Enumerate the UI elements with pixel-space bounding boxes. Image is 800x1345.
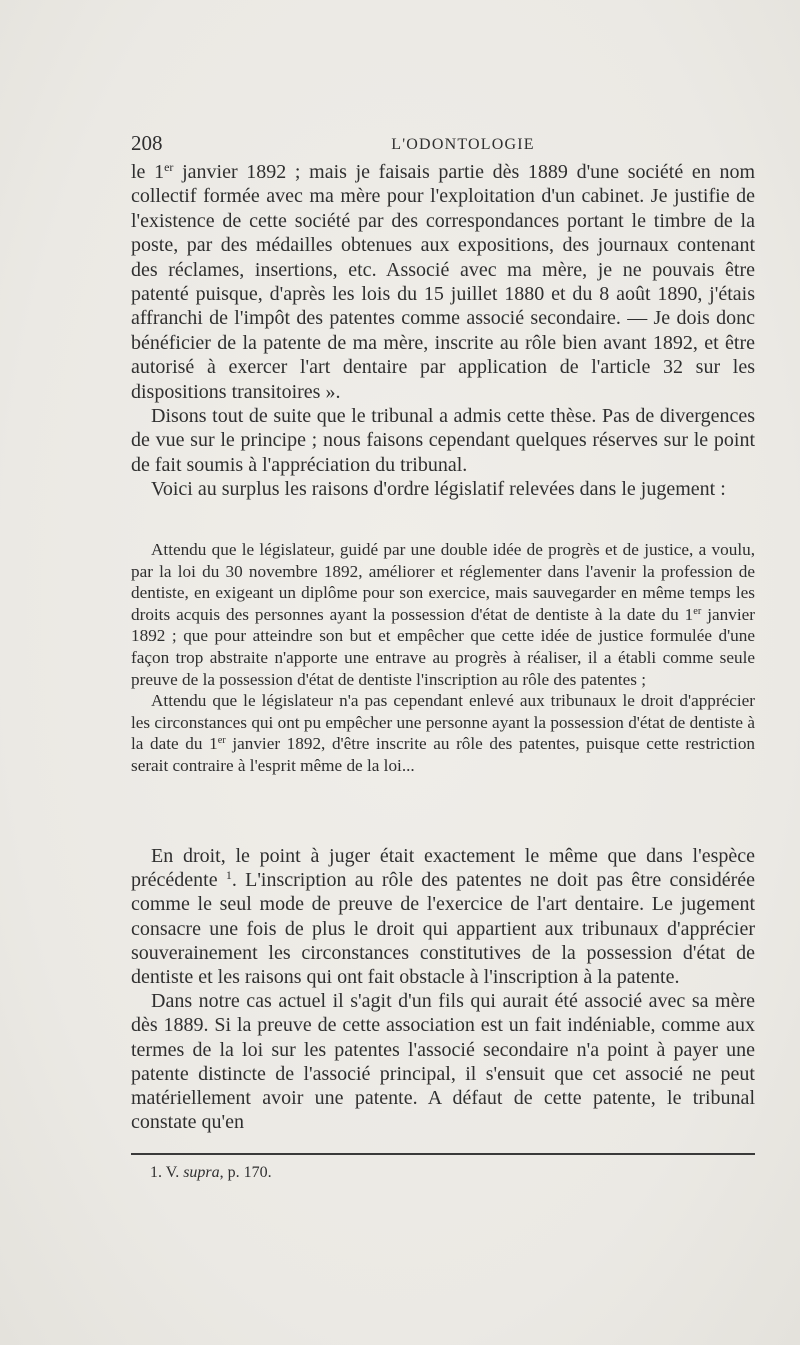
page-number: 208 bbox=[131, 131, 163, 155]
footnote-reference[interactable]: 1 bbox=[225, 868, 232, 883]
quote-paragraph-1 bbox=[131, 539, 755, 690]
text-run: janvier 1892 ; mais je faisais partie dès 1889 d'une société en nom collectif formée avec ma mère pour l'exploitation d'un cabinet. Je justifie de l'existence de cette société par des correspondances portant le timbre de la poste, par des médailles obtenues aux expositions, des journaux contenant des réclames, insertions, etc. Associé avec ma mère, je ne pouvais être patenté puisque, d'après les lois du 15 juillet 1880 et du 8 août 1890, j'étais affranchi de l'impôt des patentes comme associé secondaire. — Je dois donc bénéficier de la patente de ma mère, inscrite au rôle bien avant 1892, et être autorisé à exercer l'art dentaire par application de l'article 32 sur les dispositions transitoires ». bbox=[131, 161, 755, 403]
paragraph-quote-end bbox=[131, 160, 755, 404]
footnote-divider bbox=[131, 1153, 755, 1155]
footnote-text: 1. V. bbox=[150, 1164, 184, 1181]
judgment-quote bbox=[131, 539, 755, 777]
superscript: er bbox=[217, 735, 226, 747]
main-text-upper bbox=[131, 160, 755, 502]
paragraph-thesis: Disons tout de suite que le tribunal a admis cette thèse. Pas de divergences de vue sur le principe ; nous faisons cependant quelques réserves sur le point de fait soumis à l'appréciation du tribunal. bbox=[131, 405, 755, 476]
text-run: le 1 bbox=[131, 161, 165, 183]
superscript: er bbox=[164, 159, 174, 174]
text-run: En droit, le point à juger était exactement le même que dans l'espèce précédente bbox=[131, 845, 755, 892]
text-run: Attendu que le législateur, guidé par une double idée de progrès et de justice, a voulu, par la loi du 30 novembre 1892, améliorer et réglementer dans l'avenir la profession de dentiste, en exigeant un diplôme pour son exercice, mais sauvegarder en même temps les droits acquis des personnes ayant la possession d'état de dentiste à la date du 1 bbox=[131, 540, 755, 624]
paragraph-cas-actuel: Dans notre cas actuel il s'agit d'un fils qui aurait été associé avec sa mère dès 1889. Si la preuve de cette association est un fait indéniable, comme aux termes de la loi sur les patentes l'associé secondaire n'a point à payer une patente distincte de l'associé principal, il s'ensuit que cet associé ne peut matériellement avoir une patente. A défaut de cette patente, le tribunal constate qu'en bbox=[131, 990, 755, 1134]
text-run: . L'inscription au rôle des patentes ne doit pas être considérée comme le seul mode de preuve de l'exercice de l'art dentaire. Le jugement consacre une fois de plus le droit qui appartient aux tribunaux d'apprécier souverainement les circonstances constitutives de la possession d'état de dentiste et les raisons qui ont fait obstacle à l'inscription à la patente. bbox=[131, 869, 755, 989]
page-header bbox=[131, 128, 755, 158]
footnote bbox=[150, 1163, 272, 1183]
footnote-text: , p. 170. bbox=[219, 1164, 272, 1181]
superscript: er bbox=[693, 605, 702, 617]
text-run: janvier 1892 ; que pour atteindre son but et empêcher que cette idée de justice formulée d'une façon trop abstraite n'apporte une entrave au progrès à réaliser, il a établi comme seule preuve de la possession d'état de dentiste l'inscription au rôle des patentes ; bbox=[131, 604, 755, 689]
main-text-lower bbox=[131, 844, 755, 1134]
quote-paragraph-2 bbox=[131, 690, 755, 776]
footnote-italic: supra bbox=[183, 1164, 220, 1181]
text-run: janvier 1892, d'être inscrite au rôle des patentes, puisque cette restriction serait contraire à l'esprit même de la loi... bbox=[131, 734, 756, 775]
running-title: L'ODONTOLOGIE bbox=[391, 136, 535, 153]
paragraph-reasons-intro: Voici au surplus les raisons d'ordre législatif relevées dans le jugement : bbox=[151, 478, 726, 501]
paragraph-en-droit bbox=[131, 844, 755, 989]
text-run: Attendu que le législateur n'a pas cependant enlevé aux tribunaux le droit d'apprécier les circonstances qui ont pu empêcher une personne ayant la possession d'état de dentiste à la date du 1 bbox=[131, 691, 755, 754]
